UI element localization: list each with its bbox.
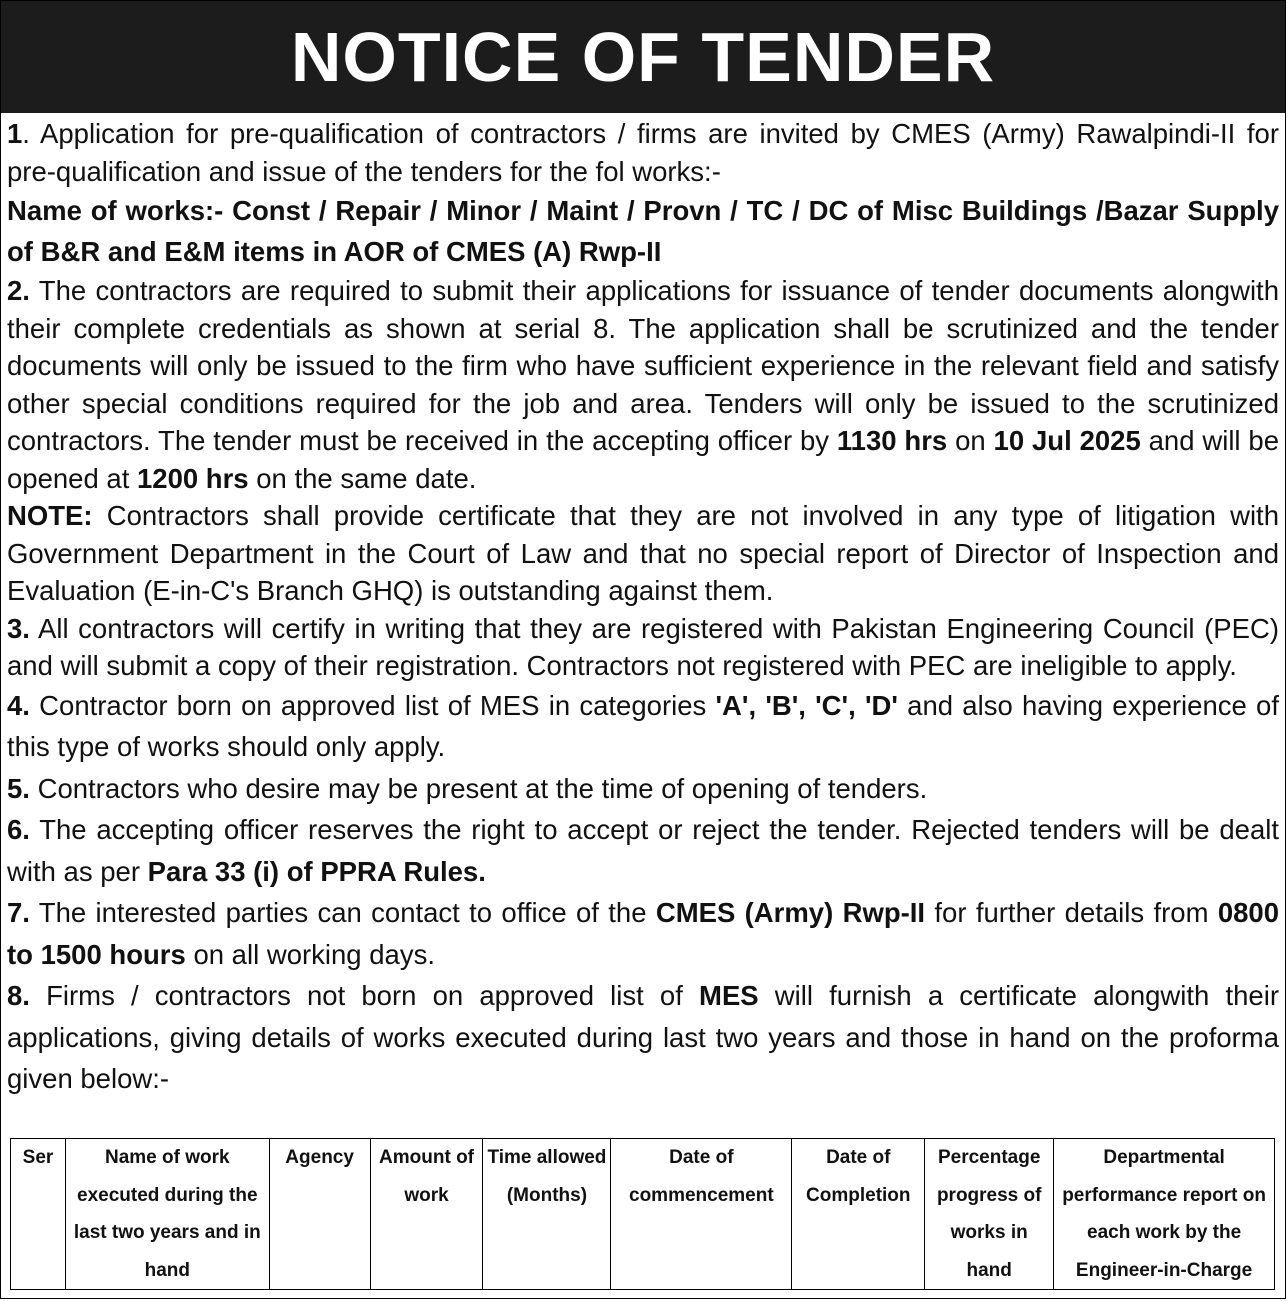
tender-date: 10 Jul 2025 bbox=[993, 425, 1141, 456]
paragraph-8 bbox=[7, 975, 1279, 1100]
note-text: Contractors shall provide certificate that they are not involved in any type of litigation with Government Department in the Court of Law and that no special report of Director of Inspection and Evaluation (E-in-C's Branch GHQ) is outstanding against them. bbox=[7, 500, 1279, 606]
para-number: 1 bbox=[7, 118, 23, 149]
column-header-time-allowed: Time allowed (Months) bbox=[483, 1139, 611, 1290]
column-header-completion: Date of Completion bbox=[792, 1139, 925, 1290]
para-text: on bbox=[947, 425, 994, 456]
para-text: Contractors who desire may be present at the time of opening of tenders. bbox=[29, 772, 928, 804]
para-text: on the same date. bbox=[248, 462, 477, 494]
para-text: . Application for pre-qualification of contractors / firms are invited by CMES (Army) Rawalpindi-II for pre-qualification and issue of the tenders for the fol works:- bbox=[7, 118, 1279, 187]
paragraph-7 bbox=[7, 892, 1279, 975]
column-header-performance-report: Departmental performance report on each work by the Engineer-in-Charge bbox=[1054, 1139, 1275, 1290]
para-text: The interested parties can contact to office of the bbox=[29, 897, 656, 928]
para-text: All contractors will certify in writing that they are registered with Pakistan Engineering Council (PEC) and will submit a copy of their registration. Contractors not registered with PEC are ineligible to apply. bbox=[7, 612, 1279, 681]
note-paragraph bbox=[7, 497, 1279, 610]
ppra-rule: Para 33 (i) of PPRA Rules. bbox=[147, 855, 486, 887]
notice-title: NOTICE OF TENDER bbox=[1, 1, 1285, 113]
para-text: on all working days. bbox=[185, 938, 435, 970]
proforma-table bbox=[10, 1138, 1275, 1290]
para-text: and also having experience of this type of works should only apply. bbox=[7, 689, 1279, 762]
table-header-row bbox=[11, 1139, 1275, 1290]
column-header-agency: Agency bbox=[269, 1139, 370, 1290]
paragraph-6 bbox=[7, 809, 1279, 892]
para-text: The contractors are required to submit their applications for issuance of tender documents alongwith their complete credentials as shown at serial 8. The application shall be scrutinized and the tender documents will only be issued to the firm who have sufficient experience in the relevant field and satisfy other special conditions required for the job and area. Tenders will only be issued to the scrutinized contractors. The tender must be received in the accepting officer by bbox=[7, 275, 1279, 456]
note-label: NOTE: bbox=[7, 500, 93, 531]
paragraph-4 bbox=[7, 685, 1279, 768]
para-text: will furnish a certificate alongwith their applications, giving details of works executed during last two years and those in hand on the proforma given below:- bbox=[7, 980, 1279, 1094]
column-header-name-of-work: Name of work executed during the last two years and in hand bbox=[65, 1139, 269, 1290]
para-number: 7. bbox=[7, 897, 30, 928]
para-text: for further details from bbox=[925, 897, 1218, 928]
office-name: CMES (Army) Rwp-II bbox=[655, 897, 926, 928]
column-header-amount: Amount of work bbox=[370, 1139, 483, 1290]
column-header-ser: Ser bbox=[11, 1139, 66, 1290]
name-of-works: Name of works:- Const / Repair / Minor / Maint / Provn / TC / DC of Misc Buildings /Bazar Supply of B&R and E&M items in AOR of CMES (A) Rwp-II bbox=[7, 195, 1279, 267]
paragraph-5 bbox=[7, 768, 1279, 810]
categories: 'A', 'B', 'C', 'D' bbox=[715, 689, 898, 721]
para-number: 3. bbox=[7, 612, 30, 644]
org-name: MES bbox=[699, 980, 759, 1011]
office-hours: 0800 to 1500 hours bbox=[7, 897, 1280, 970]
receipt-time: 1130 hrs bbox=[836, 425, 948, 456]
para-number: 8. bbox=[7, 980, 30, 1011]
opening-time: 1200 hrs bbox=[136, 462, 249, 494]
para-number: 2. bbox=[7, 275, 30, 306]
para-number: 4. bbox=[7, 689, 30, 721]
para-number: 5. bbox=[7, 772, 30, 804]
paragraph-2 bbox=[7, 272, 1279, 497]
notice-body bbox=[1, 113, 1285, 1100]
para-text: and will be opened at bbox=[7, 425, 1279, 494]
paragraph-3 bbox=[7, 610, 1279, 685]
para-text: Firms / contractors not born on approved list of bbox=[29, 980, 700, 1011]
column-header-commencement: Date of commencement bbox=[611, 1139, 792, 1290]
para-text: Contractor born on approved list of MES in categories bbox=[29, 689, 716, 721]
para-number: 6. bbox=[7, 814, 30, 845]
paragraph-1 bbox=[7, 115, 1279, 190]
column-header-progress: Percentage progress of works in hand bbox=[925, 1139, 1054, 1290]
para-text: The accepting officer reserves the right to accept or reject the tender. Rejected tenders will be dealt with as per bbox=[7, 814, 1279, 887]
